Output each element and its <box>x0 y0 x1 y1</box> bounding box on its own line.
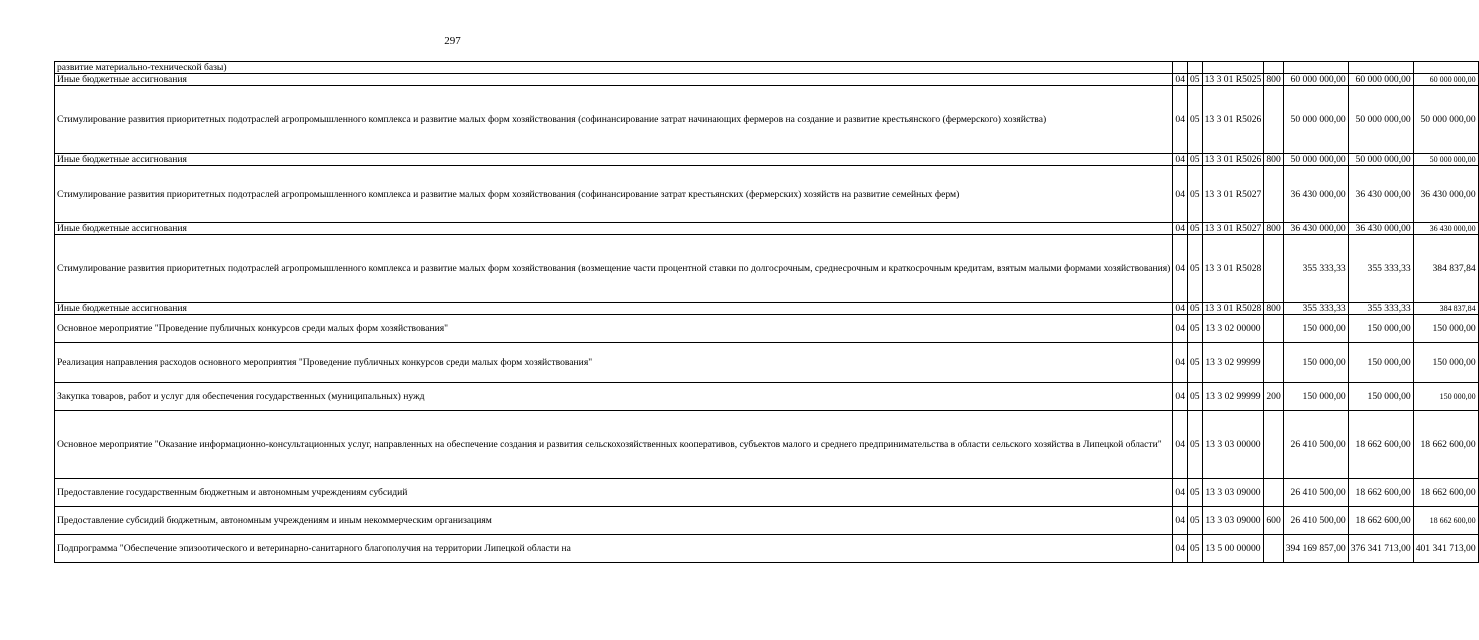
cell-target-code: 13 3 03 09000 <box>1202 479 1264 507</box>
cell-section: 04 <box>1173 535 1188 563</box>
cell-expense-type: 200 <box>1264 383 1283 411</box>
table-row <box>55 74 1479 86</box>
table-row <box>55 235 1479 303</box>
cell-amount-3: 150 000,00 <box>1413 383 1478 411</box>
cell-amount-1: 26 410 500,00 <box>1283 479 1348 507</box>
cell-amount-3: 18 662 600,00 <box>1413 411 1478 479</box>
cell-amount-2: 150 000,00 <box>1348 343 1413 383</box>
cell-expense-type: 800 <box>1264 303 1283 315</box>
cell-target-code <box>1202 62 1264 74</box>
cell-amount-2 <box>1348 62 1413 74</box>
cell-expense-type <box>1264 62 1283 74</box>
cell-target-code: 13 3 02 99999 <box>1202 383 1264 411</box>
cell-section: 04 <box>1173 343 1188 383</box>
cell-expense-type <box>1264 86 1283 154</box>
cell-section: 04 <box>1173 479 1188 507</box>
cell-amount-1: 355 333,33 <box>1283 303 1348 315</box>
table-row <box>55 62 1479 74</box>
cell-target-code: 13 3 01 R5028 <box>1202 303 1264 315</box>
cell-subsection: 05 <box>1187 74 1202 86</box>
cell-amount-3: 18 662 600,00 <box>1413 507 1478 535</box>
cell-target-code: 13 3 01 R5027 <box>1202 223 1264 235</box>
budget-table <box>54 61 1479 563</box>
cell-subsection <box>1187 62 1202 74</box>
cell-section: 04 <box>1173 86 1188 154</box>
cell-section: 04 <box>1173 223 1188 235</box>
cell-amount-2: 150 000,00 <box>1348 315 1413 343</box>
cell-amount-3: 50 000 000,00 <box>1413 86 1478 154</box>
cell-amount-2: 36 430 000,00 <box>1348 223 1413 235</box>
table-row <box>55 479 1479 507</box>
cell-subsection: 05 <box>1187 507 1202 535</box>
cell-expense-type: 800 <box>1264 154 1283 166</box>
cell-description: Стимулирование развития приоритетных подотраслей агропромышленного комплекса и развитие малых форм хозяйствования (софинансирование затрат начинающих фермеров на создание и развитие крестьянского (фермерского) хозяйства) <box>55 86 1173 154</box>
cell-description: Стимулирование развития приоритетных подотраслей агропромышленного комплекса и развитие малых форм хозяйствования (возмещение части процентной ставки по долгосрочным, среднесрочным и краткосрочным кредитам, взятым малыми формами хозяйствования) <box>55 235 1173 303</box>
cell-description: развитие материально-технической базы) <box>55 62 1173 74</box>
cell-amount-3: 150 000,00 <box>1413 315 1478 343</box>
cell-description: Предоставление государственным бюджетным и автономным учреждениям субсидий <box>55 479 1173 507</box>
cell-amount-2: 60 000 000,00 <box>1348 74 1413 86</box>
cell-expense-type <box>1264 315 1283 343</box>
cell-amount-2: 150 000,00 <box>1348 383 1413 411</box>
cell-amount-1: 60 000 000,00 <box>1283 74 1348 86</box>
table-row <box>55 86 1479 154</box>
cell-expense-type <box>1264 535 1283 563</box>
table-row <box>55 315 1479 343</box>
cell-description: Реализация направления расходов основного мероприятия "Проведение публичных конкурсов среди малых форм хозяйствования" <box>55 343 1173 383</box>
cell-amount-3: 60 000 000,00 <box>1413 74 1478 86</box>
cell-subsection: 05 <box>1187 223 1202 235</box>
cell-expense-type: 600 <box>1264 507 1283 535</box>
cell-section: 04 <box>1173 411 1188 479</box>
cell-section <box>1173 62 1188 74</box>
cell-amount-1: 50 000 000,00 <box>1283 154 1348 166</box>
cell-description: Иные бюджетные ассигнования <box>55 74 1173 86</box>
cell-target-code: 13 3 01 R5028 <box>1202 235 1264 303</box>
cell-amount-2: 50 000 000,00 <box>1348 86 1413 154</box>
table-row <box>55 535 1479 563</box>
table-row <box>55 223 1479 235</box>
table-row <box>55 303 1479 315</box>
cell-amount-2: 18 662 600,00 <box>1348 479 1413 507</box>
cell-subsection: 05 <box>1187 154 1202 166</box>
cell-amount-3: 150 000,00 <box>1413 343 1478 383</box>
cell-amount-1: 150 000,00 <box>1283 343 1348 383</box>
cell-target-code: 13 3 03 09000 <box>1202 507 1264 535</box>
table-row <box>55 166 1479 223</box>
cell-amount-3: 50 000 000,00 <box>1413 154 1478 166</box>
cell-subsection: 05 <box>1187 303 1202 315</box>
cell-amount-1 <box>1283 62 1348 74</box>
cell-amount-3: 36 430 000,00 <box>1413 166 1478 223</box>
cell-section: 04 <box>1173 166 1188 223</box>
table-row <box>55 154 1479 166</box>
cell-description: Подпрограмма "Обеспечение эпизоотического и ветеринарно-санитарного благополучия на территории Липецкой области на <box>55 535 1173 563</box>
cell-amount-2: 18 662 600,00 <box>1348 507 1413 535</box>
cell-section: 04 <box>1173 154 1188 166</box>
cell-description: Основное мероприятие "Проведение публичных конкурсов среди малых форм хозяйствования" <box>55 315 1173 343</box>
cell-amount-1: 26 410 500,00 <box>1283 411 1348 479</box>
cell-target-code: 13 5 00 00000 <box>1202 535 1264 563</box>
cell-amount-1: 50 000 000,00 <box>1283 86 1348 154</box>
cell-amount-2: 36 430 000,00 <box>1348 166 1413 223</box>
cell-description: Иные бюджетные ассигнования <box>55 154 1173 166</box>
cell-subsection: 05 <box>1187 535 1202 563</box>
cell-amount-1: 150 000,00 <box>1283 383 1348 411</box>
cell-expense-type <box>1264 166 1283 223</box>
cell-amount-1: 26 410 500,00 <box>1283 507 1348 535</box>
cell-amount-2: 376 341 713,00 <box>1348 535 1413 563</box>
cell-amount-1: 150 000,00 <box>1283 315 1348 343</box>
cell-amount-2: 50 000 000,00 <box>1348 154 1413 166</box>
cell-description: Основное мероприятие "Оказание информационно-консультационных услуг, направленных на обеспечение создания и развития сельскохозяйственных кооперативов, субъектов малого и среднего предпринимательства в области сельского хозяйства в Липецкой области" <box>55 411 1173 479</box>
cell-subsection: 05 <box>1187 315 1202 343</box>
cell-subsection: 05 <box>1187 86 1202 154</box>
cell-target-code: 13 3 01 R5026 <box>1202 154 1264 166</box>
cell-description: Иные бюджетные ассигнования <box>55 223 1173 235</box>
cell-subsection: 05 <box>1187 343 1202 383</box>
cell-expense-type <box>1264 479 1283 507</box>
cell-amount-3: 36 430 000,00 <box>1413 223 1478 235</box>
cell-subsection: 05 <box>1187 411 1202 479</box>
cell-target-code: 13 3 03 00000 <box>1202 411 1264 479</box>
cell-target-code: 13 3 01 R5025 <box>1202 74 1264 86</box>
table-row <box>55 383 1479 411</box>
cell-expense-type <box>1264 343 1283 383</box>
table-row <box>55 411 1479 479</box>
cell-target-code: 13 3 01 R5026 <box>1202 86 1264 154</box>
cell-target-code: 13 3 02 00000 <box>1202 315 1264 343</box>
cell-amount-3 <box>1413 62 1478 74</box>
cell-section: 04 <box>1173 315 1188 343</box>
cell-expense-type <box>1264 235 1283 303</box>
cell-amount-2: 355 333,33 <box>1348 235 1413 303</box>
cell-amount-3: 384 837,84 <box>1413 235 1478 303</box>
cell-expense-type: 800 <box>1264 223 1283 235</box>
cell-description: Стимулирование развития приоритетных подотраслей агропромышленного комплекса и развитие малых форм хозяйствования (софинансирование затрат крестьянских (фермерских) хозяйств на развитие семейных ферм) <box>55 166 1173 223</box>
cell-subsection: 05 <box>1187 383 1202 411</box>
cell-amount-3: 384 837,84 <box>1413 303 1478 315</box>
cell-amount-1: 394 169 857,00 <box>1283 535 1348 563</box>
cell-section: 04 <box>1173 507 1188 535</box>
cell-amount-1: 36 430 000,00 <box>1283 166 1348 223</box>
cell-amount-3: 18 662 600,00 <box>1413 479 1478 507</box>
cell-section: 04 <box>1173 74 1188 86</box>
cell-section: 04 <box>1173 235 1188 303</box>
cell-amount-1: 36 430 000,00 <box>1283 223 1348 235</box>
cell-section: 04 <box>1173 383 1188 411</box>
cell-amount-3: 401 341 713,00 <box>1413 535 1478 563</box>
cell-amount-1: 355 333,33 <box>1283 235 1348 303</box>
table-row <box>55 507 1479 535</box>
cell-target-code: 13 3 02 99999 <box>1202 343 1264 383</box>
cell-amount-2: 18 662 600,00 <box>1348 411 1413 479</box>
cell-description: Предоставление субсидий бюджетным, автономным учреждениям и иным некоммерческим организациям <box>55 507 1173 535</box>
cell-section: 04 <box>1173 303 1188 315</box>
cell-subsection: 05 <box>1187 166 1202 223</box>
cell-description: Закупка товаров, работ и услуг для обеспечения государственных (муниципальных) нужд <box>55 383 1173 411</box>
cell-description: Иные бюджетные ассигнования <box>55 303 1173 315</box>
cell-subsection: 05 <box>1187 235 1202 303</box>
table-row <box>55 343 1479 383</box>
cell-amount-2: 355 333,33 <box>1348 303 1413 315</box>
cell-subsection: 05 <box>1187 479 1202 507</box>
page-number: 297 <box>444 35 461 47</box>
cell-expense-type: 800 <box>1264 74 1283 86</box>
cell-expense-type <box>1264 411 1283 479</box>
table-body <box>55 62 1479 563</box>
cell-target-code: 13 3 01 R5027 <box>1202 166 1264 223</box>
